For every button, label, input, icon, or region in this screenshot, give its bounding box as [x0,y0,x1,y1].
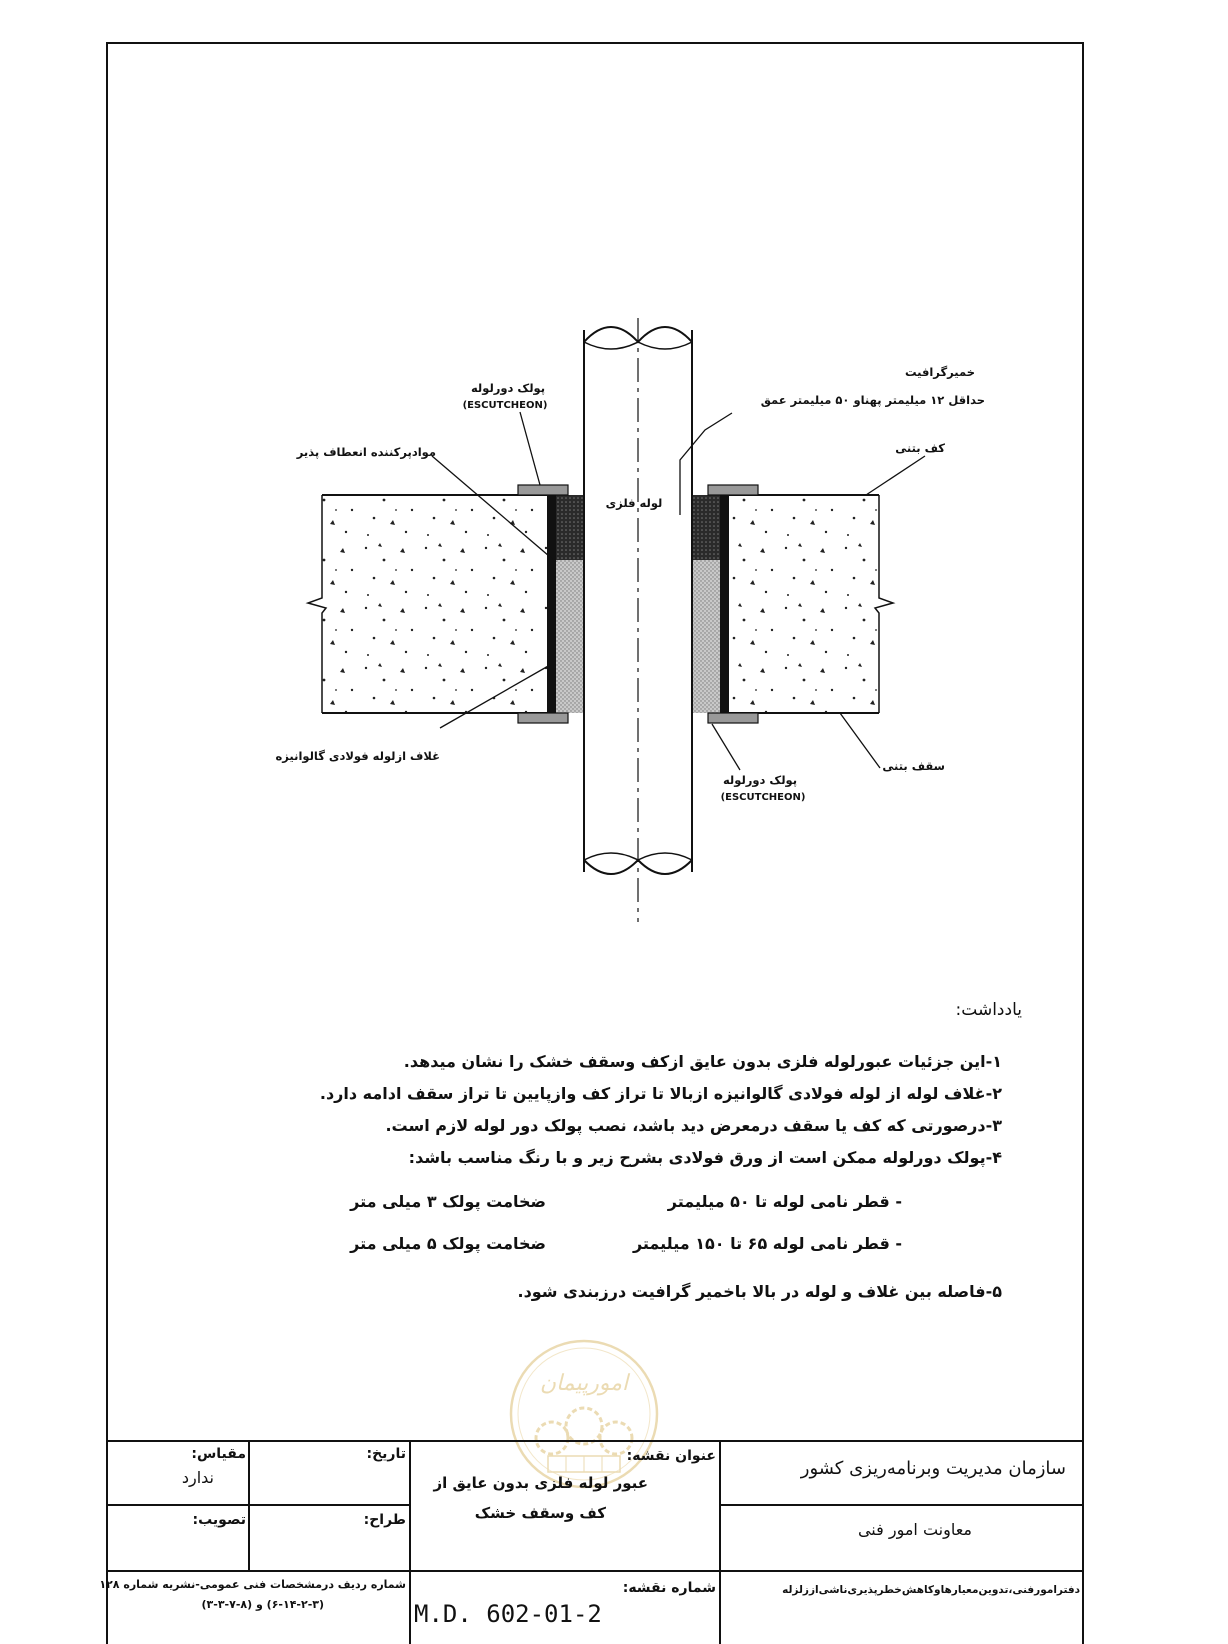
label-graphite-dimensions: حداقل ۱۲ میلیمتر پهناو ۵۰ میلیمتر عمق [760,393,985,407]
flexible-filler-right [692,560,720,713]
divider-v2 [409,1440,411,1644]
label-escutcheon-bottom-fa: پولک دورلوله [722,773,798,787]
note-4-sub1-thickness: ضخامت پولک ۳ میلی متر [350,1192,546,1211]
note-4-sub1-diameter: - قطر نامی لوله تا ۵۰ میلیمتر [667,1192,902,1211]
divider-h1 [106,1504,409,1506]
note-2: ۲-غلاف لوله از لوله فولادی گالوانیزه ازبالا تا تراز کف وازپایین تا تراز سقف ادامه دارد. [319,1084,1002,1103]
notes-heading: یادداشت: [955,1000,1022,1020]
organization-department: معاونت امور فنی [857,1520,972,1539]
divider-h2 [106,1570,1084,1572]
date-label: تاریخ: [366,1446,406,1462]
scale-label: مقیاس: [191,1446,246,1462]
drawing-number-label: شماره نقشه: [622,1580,716,1596]
spec-reference-line2: (۶-۱۴-۲-۳) و (۸-۷-۳-۳) [201,1598,324,1611]
drawing-title-line2: کف وسقف خشک [474,1504,606,1522]
note-3: ۳-درصورتی که کف یا سقف درمعرض دید باشد، نصب پولک دور لوله لازم است. [385,1116,1002,1135]
sleeve-wall-right [720,490,729,718]
note-5: ۵-فاصله بین غلاف و لوله در بالا باخمیر گرافیت درزبندی شود. [517,1282,1002,1301]
organization-name: سازمان مدیریت وبرنامه‌ریزی کشور [800,1458,1066,1479]
designer-label: طراح: [363,1512,406,1528]
title-block [99,1440,1084,1644]
label-concrete-ceiling: سقف بتنی [882,759,945,773]
label-escutcheon-top-en: (ESCUTCHEON) [462,400,548,411]
flexible-filler-left [556,560,584,713]
note-4-sub2-thickness: ضخامت پولک ۵ میلی متر [350,1234,546,1253]
label-galvanized-sleeve: غلاف ازلوله فولادی گالوانیزه [275,749,440,763]
sleeve-wall-left [547,490,556,718]
concrete-slab-left [308,495,547,713]
note-4-sub2-diameter: - قطر نامی لوله ۶۵ تا ۱۵۰ میلیمتر [632,1234,902,1253]
graphite-paste-left [556,495,584,560]
label-concrete-floor: کف بتنی [895,441,945,455]
drawing-number: M.D. 602-01-2 [414,1600,602,1628]
label-metal-pipe: لوله فلزی [605,496,663,510]
svg-text:امورپیمان: امورپیمان [539,1371,629,1396]
divider-v3 [719,1440,721,1644]
drawing-title-line1: عبور لوله فلزی بدون عایق از [433,1474,648,1492]
label-escutcheon-bottom-en: (ESCUTCHEON) [720,792,806,803]
spec-reference-line1: شماره ردیف درمشخصات فنی عمومی-نشریه شماره ۱۲۸ [99,1578,406,1591]
concrete-slab-right [726,495,893,713]
approval-label: تصویب: [192,1512,246,1528]
scale-value: ندارد [181,1468,214,1487]
note-4: ۴-پولک دورلوله ممکن است از ورق فولادی بشرح زیر و با رنگ مناسب باشد: [408,1148,1002,1167]
note-1: ۱-این جزئیات عبورلوله فلزی بدون عایق ازکف وسقف خشک را نشان میدهد. [403,1052,1002,1071]
divider-h3 [719,1504,1084,1506]
metal-pipe [584,318,692,922]
label-escutcheon-top-fa: پولک دورلوله [470,381,546,395]
label-graphite-paste: خمیرگرافیت [904,365,975,379]
title-label: عنوان نقشه: [626,1448,716,1464]
graphite-paste-right [692,495,720,560]
organization-office: دفترامورفنی،تدوین‌معیارهاوکاهش‌خطرپذیری‌ناشی‌اززلزله [782,1584,1080,1596]
label-flexible-filler: موادپرکننده انعطاف پذیر [296,445,436,459]
